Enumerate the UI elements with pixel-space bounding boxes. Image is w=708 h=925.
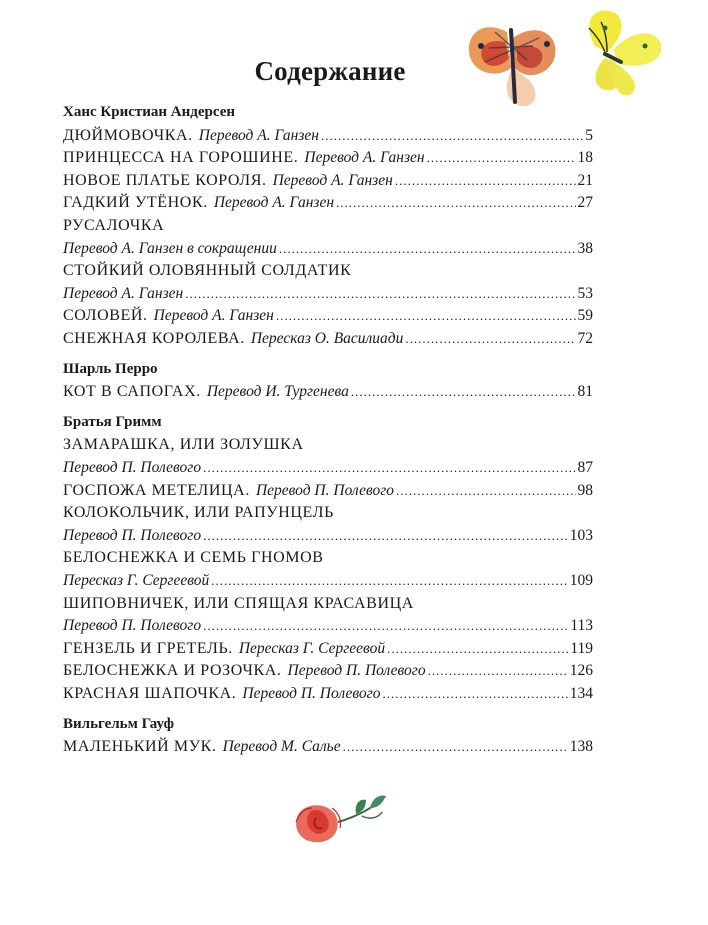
story-title[interactable]: РУСАЛОЧКА bbox=[63, 217, 165, 234]
translation-credit: Перевод А. Ганзен в сокращении bbox=[63, 239, 277, 257]
translation-credit: Перевод И. Тургенева bbox=[206, 383, 349, 401]
dot-leader bbox=[387, 638, 568, 660]
page-number: 81 bbox=[577, 383, 593, 401]
story-title[interactable]: МАЛЕНЬКИЙ МУК. bbox=[63, 738, 217, 756]
toc-entry bbox=[63, 638, 593, 660]
page-number: 53 bbox=[577, 284, 593, 302]
page-number: 98 bbox=[577, 481, 593, 499]
story-title[interactable]: СТОЙКИЙ ОЛОВЯННЫЙ СОЛДАТИК bbox=[63, 262, 352, 280]
page-number: 138 bbox=[569, 738, 593, 756]
page-number: 87 bbox=[577, 459, 593, 476]
page-number: 113 bbox=[570, 617, 593, 635]
toc-entry bbox=[63, 381, 593, 403]
translation-credit: Перевод А. Ганзен bbox=[304, 149, 425, 167]
orange-butterfly-icon bbox=[469, 27, 556, 106]
page-number: 134 bbox=[569, 685, 593, 702]
dot-leader bbox=[203, 615, 568, 637]
translation-credit: Перевод П. Полевого bbox=[242, 685, 381, 702]
translation-credit: Перевод А. Ганзен bbox=[272, 171, 393, 189]
dot-leader bbox=[395, 170, 576, 192]
page-number: 119 bbox=[570, 639, 593, 657]
story-title[interactable]: ГЕНЗЕЛЬ И ГРЕТЕЛЬ. bbox=[63, 639, 233, 657]
page-number: 27 bbox=[577, 194, 593, 212]
page-title: Содержание bbox=[254, 56, 406, 86]
translation-credit: Перевод А. Ганзен bbox=[198, 126, 319, 144]
story-title[interactable]: СНЕЖНАЯ КОРОЛЕВА. bbox=[63, 330, 245, 347]
story-title[interactable]: КОТ В САПОГАХ. bbox=[63, 383, 201, 401]
toc-entry bbox=[63, 328, 593, 350]
translation-credit: Пересказ О. Василиади bbox=[250, 330, 404, 347]
translation-credit: Перевод П. Полевого bbox=[255, 481, 395, 499]
story-title[interactable]: НОВОЕ ПЛАТЬЕ КОРОЛЯ. bbox=[63, 171, 267, 189]
page-number: 21 bbox=[577, 171, 593, 189]
story-title[interactable]: ГОСПОЖА МЕТЕЛИЦА. bbox=[63, 481, 250, 499]
dot-leader bbox=[382, 683, 567, 705]
dot-leader bbox=[211, 570, 568, 592]
author-heading: Братья Гримм bbox=[63, 413, 162, 430]
dot-leader bbox=[203, 525, 568, 547]
toc-entry-title-line bbox=[63, 260, 593, 282]
toc-entry bbox=[63, 305, 593, 327]
story-title[interactable]: БЕЛОСНЕЖКА И РОЗОЧКА. bbox=[63, 662, 282, 680]
toc-entry bbox=[63, 660, 593, 682]
page-number: 38 bbox=[577, 239, 593, 257]
dot-leader bbox=[343, 736, 568, 758]
story-title[interactable]: ГАДКИЙ УТЁНОК. bbox=[63, 194, 208, 212]
toc-entry bbox=[63, 683, 593, 705]
toc-entry-title-line bbox=[63, 593, 593, 615]
toc-entry-title-line bbox=[63, 547, 593, 569]
rose-illustration bbox=[282, 782, 412, 852]
story-title[interactable]: ПРИНЦЕССА НА ГОРОШИНЕ. bbox=[63, 149, 299, 167]
page-number: 103 bbox=[569, 526, 593, 544]
dot-leader bbox=[203, 457, 575, 479]
translation-credit: Перевод П. Полевого bbox=[287, 662, 426, 680]
page-number: 126 bbox=[569, 662, 593, 680]
story-title[interactable]: КРАСНАЯ ШАПОЧКА. bbox=[63, 685, 237, 702]
story-title[interactable]: ДЮЙМОВОЧКА. bbox=[63, 126, 193, 144]
translation-credit: Перевод П. Полевого bbox=[63, 459, 202, 476]
yellow-butterfly-icon bbox=[589, 11, 661, 96]
author-heading: Шарль Перро bbox=[63, 360, 158, 377]
translation-credit: Перевод П. Полевого bbox=[63, 526, 202, 544]
dot-leader bbox=[396, 480, 575, 502]
toc-entry bbox=[63, 192, 593, 214]
toc-entry bbox=[63, 147, 593, 169]
toc-entry-detail-line bbox=[63, 238, 593, 260]
story-title[interactable]: ШИПОВНИЧЕК, ИЛИ СПЯЩАЯ КРАСАВИЦА bbox=[63, 594, 414, 612]
page-number: 18 bbox=[577, 149, 593, 167]
dot-leader bbox=[336, 192, 575, 214]
translation-credit: Перевод М. Салье bbox=[222, 738, 341, 756]
toc-entry bbox=[63, 125, 593, 147]
translation-credit: Пересказ Г. Сергеевой bbox=[238, 639, 386, 657]
page-number: 72 bbox=[577, 330, 593, 347]
story-title[interactable]: БЕЛОСНЕЖКА И СЕМЬ ГНОМОВ bbox=[63, 549, 324, 567]
translation-credit: Перевод А. Ганзен bbox=[153, 307, 274, 325]
author-heading: Вильгельм Гауф bbox=[63, 715, 175, 732]
page-number: 109 bbox=[569, 572, 593, 589]
rose-icon bbox=[296, 796, 386, 843]
translation-credit: Перевод П. Полевого bbox=[63, 617, 202, 635]
story-title[interactable]: КОЛОКОЛЬЧИК, ИЛИ РАПУНЦЕЛЬ bbox=[63, 504, 334, 522]
page-number: 5 bbox=[585, 126, 593, 144]
toc-entry-detail-line bbox=[63, 570, 593, 592]
page-number: 59 bbox=[577, 307, 593, 325]
story-title[interactable]: ЗАМАРАШКА, ИЛИ ЗОЛУШКА bbox=[63, 436, 304, 454]
toc-entry-detail-line bbox=[63, 283, 593, 305]
dot-leader bbox=[321, 125, 583, 147]
toc-entry-title-line bbox=[63, 502, 593, 524]
toc-entry-detail-line bbox=[63, 457, 593, 479]
translation-credit: Пересказ Г. Сергеевой bbox=[63, 572, 210, 589]
dot-leader bbox=[428, 660, 568, 682]
author-heading: Ханс Кристиан Андерсен bbox=[63, 104, 236, 120]
dot-leader bbox=[427, 147, 576, 169]
toc-entry-detail-line bbox=[63, 615, 593, 637]
translation-credit: Перевод А. Ганзен bbox=[213, 194, 335, 212]
story-title[interactable]: СОЛОВЕЙ. bbox=[63, 307, 148, 325]
dot-leader bbox=[351, 381, 576, 403]
toc-entry bbox=[63, 736, 593, 758]
dot-leader bbox=[279, 238, 576, 260]
translation-credit: Перевод А. Ганзен bbox=[63, 284, 184, 302]
toc-entry-detail-line bbox=[63, 525, 593, 547]
dot-leader bbox=[405, 328, 575, 350]
dot-leader bbox=[276, 305, 576, 327]
dot-leader bbox=[185, 283, 575, 305]
toc-entry bbox=[63, 480, 593, 502]
toc-entry bbox=[63, 170, 593, 192]
toc-entry-title-line bbox=[63, 434, 593, 456]
toc-entry-title-line bbox=[63, 215, 593, 237]
